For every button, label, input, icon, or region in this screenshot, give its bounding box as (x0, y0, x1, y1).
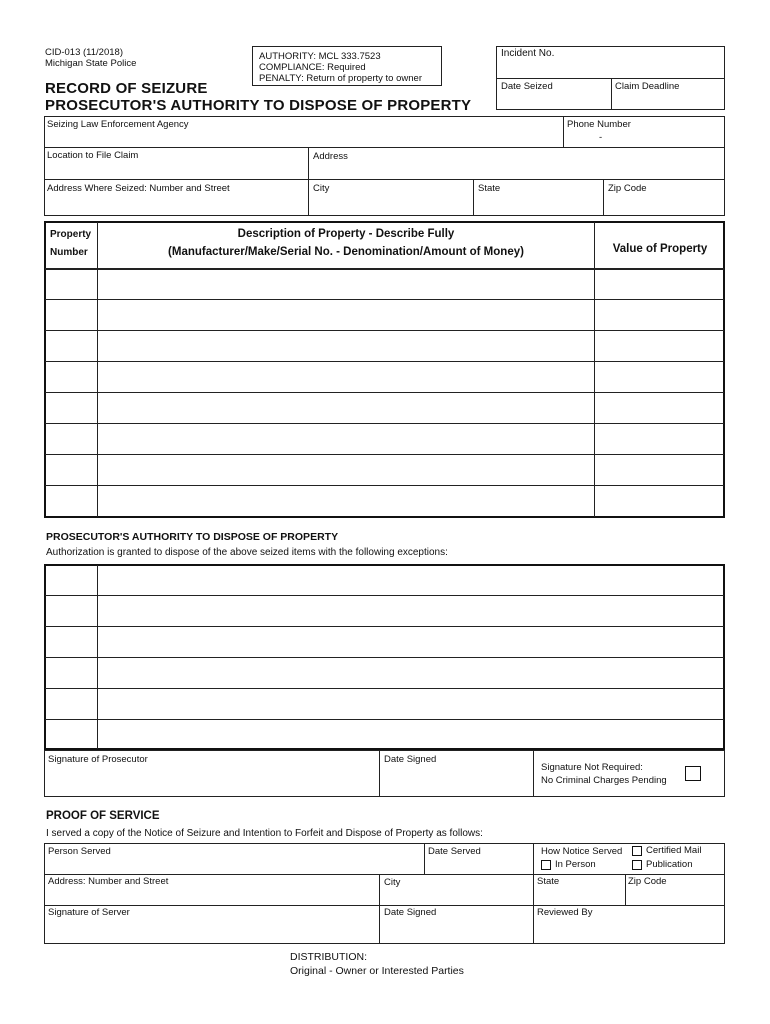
publication-label: Publication (646, 859, 693, 870)
col-value-label: Value of Property (612, 243, 708, 255)
prosecutor-date-field[interactable] (381, 766, 531, 795)
exception-row[interactable] (46, 596, 723, 625)
server-signature-label: Signature of Server (48, 907, 130, 918)
form-id: CID-013 (11/2018) (45, 47, 123, 58)
incident-no-field[interactable] (497, 60, 723, 76)
seizing-agency-field[interactable] (46, 131, 561, 145)
page-title: RECORD OF SEIZURE (45, 80, 208, 97)
col-property-label: Property (50, 229, 92, 240)
col-description-label: Description of Property - Describe Fully (237, 228, 455, 240)
reviewed-by-field[interactable] (535, 919, 723, 942)
person-served-label: Person Served (48, 846, 111, 857)
state-label: State (478, 183, 501, 194)
property-row[interactable] (46, 455, 723, 484)
certified-mail-label: Certified Mail (646, 845, 702, 856)
how-served-label: How Notice Served (541, 846, 623, 857)
distribution-heading: DISTRIBUTION: (290, 951, 368, 963)
authority-box (252, 46, 442, 86)
col-number-label: Number (50, 247, 88, 258)
phone-label: Phone Number (567, 119, 631, 130)
location-label: Location to File Claim (47, 150, 139, 161)
address-field[interactable] (310, 163, 723, 178)
server-city-label: City (384, 877, 401, 888)
address-seized-label: Address Where Seized: Number and Street (47, 183, 230, 194)
property-row[interactable] (46, 486, 723, 516)
property-row[interactable] (46, 424, 723, 453)
in-person-label: In Person (555, 859, 596, 870)
incident-no-label: Incident No. (501, 48, 555, 59)
phone-value[interactable]: - (599, 132, 603, 143)
server-signature-field[interactable] (46, 919, 377, 942)
zip-label: Zip Code (608, 183, 647, 194)
exception-row[interactable] (46, 658, 723, 687)
prosecutor-intro: Authorization is granted to dispose of the above seized items with the following exceptions: (46, 547, 448, 558)
property-row[interactable] (46, 393, 723, 422)
address-label: Address (313, 151, 348, 162)
server-state-field[interactable] (535, 888, 623, 903)
location-field[interactable] (46, 162, 306, 177)
in-person-checkbox[interactable] (541, 860, 551, 870)
reviewed-by-label: Reviewed By (537, 907, 593, 918)
penalty-text: PENALTY: Return of property to owner (259, 73, 422, 84)
proof-heading: PROOF OF SERVICE (46, 810, 160, 822)
property-row[interactable] (46, 270, 723, 299)
address-seized-field[interactable] (46, 196, 306, 214)
certified-mail-checkbox[interactable] (632, 846, 642, 856)
server-zip-field[interactable] (627, 888, 723, 903)
person-served-field[interactable] (46, 858, 422, 872)
prosecutor-signature-label: Signature of Prosecutor (48, 754, 148, 765)
claim-deadline-label: Claim Deadline (615, 81, 680, 92)
seizing-agency-label: Seizing Law Enforcement Agency (47, 119, 189, 130)
city-field[interactable] (310, 196, 471, 214)
zip-field[interactable] (605, 196, 723, 214)
col-description-sub: (Manufacturer/Make/Serial No. - Denomination/Amount of Money) (168, 246, 524, 258)
server-address-field[interactable] (46, 888, 377, 903)
server-date-field[interactable] (381, 919, 531, 942)
date-seized-field[interactable] (497, 92, 609, 108)
proof-intro: I served a copy of the Notice of Seizure and Intention to Forfeit and Dispose of Property as follows: (46, 828, 483, 839)
prosecutor-signature-field[interactable] (46, 766, 377, 795)
server-state-label: State (537, 876, 560, 887)
page-subtitle: PROSECUTOR'S AUTHORITY TO DISPOSE OF PROPERTY (45, 97, 472, 114)
claim-deadline-field[interactable] (613, 92, 723, 108)
property-row[interactable] (46, 331, 723, 360)
property-row[interactable] (46, 300, 723, 329)
server-address-label: Address: Number and Street (48, 876, 169, 887)
no-charges-checkbox[interactable] (685, 766, 701, 781)
exception-row[interactable] (46, 720, 723, 748)
authority-text: AUTHORITY: MCL 333.7523 (259, 51, 381, 62)
distribution-line: Original - Owner or Interested Parties (290, 965, 464, 977)
date-served-label: Date Served (428, 846, 481, 857)
server-city-field[interactable] (381, 889, 531, 903)
exception-row[interactable] (46, 689, 723, 718)
no-charges-label: No Criminal Charges Pending (541, 775, 667, 786)
prosecutor-heading: PROSECUTOR'S AUTHORITY TO DISPOSE OF PROPERTY (46, 531, 339, 543)
exception-row[interactable] (46, 627, 723, 656)
exception-row[interactable] (46, 566, 723, 594)
server-zip-label: Zip Code (628, 876, 667, 887)
server-date-label: Date Signed (384, 907, 437, 918)
agency-name: Michigan State Police (45, 58, 137, 69)
state-field[interactable] (475, 196, 601, 214)
city-label: City (313, 183, 330, 194)
date-seized-label: Date Seized (501, 81, 553, 92)
date-served-field[interactable] (426, 858, 531, 872)
publication-checkbox[interactable] (632, 860, 642, 870)
property-row[interactable] (46, 362, 723, 391)
not-required-label: Signature Not Required: (541, 762, 643, 773)
prosecutor-date-label: Date Signed (384, 754, 437, 765)
compliance-text: COMPLIANCE: Required (259, 62, 366, 73)
